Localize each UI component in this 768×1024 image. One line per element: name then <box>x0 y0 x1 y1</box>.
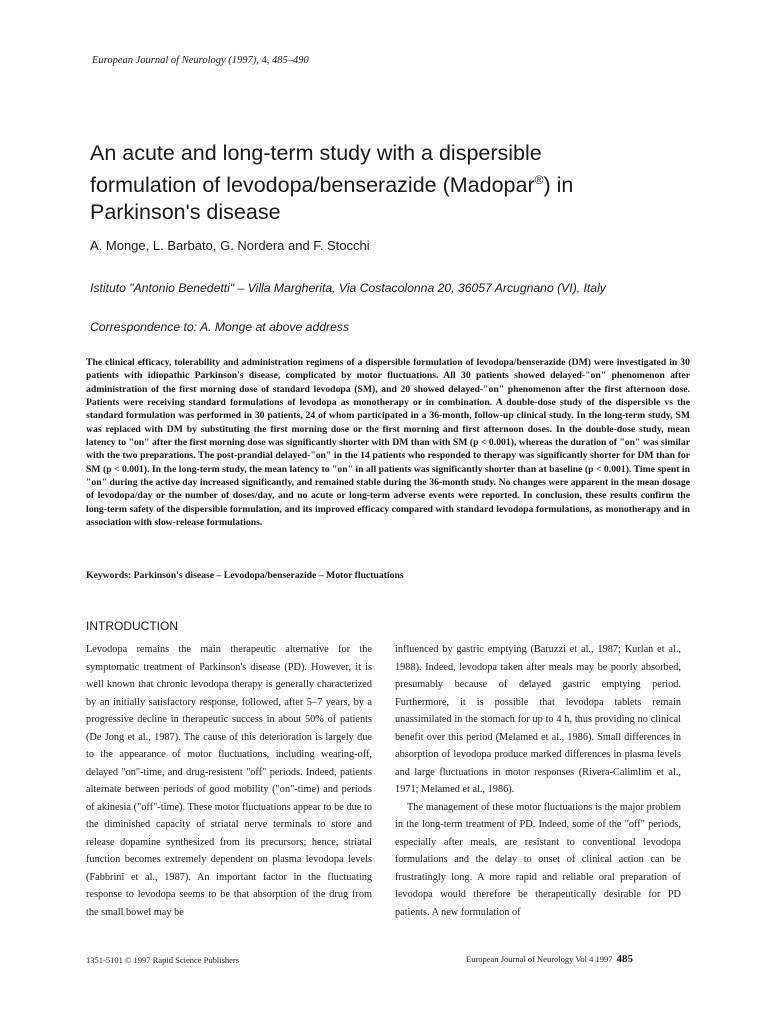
body-paragraph: influenced by gastric emptying (Baruzzi et al., 1987; Kurlan et al., 1988). Indeed, levodopa taken after meals may be poorly absorbed, presumably because of delayed gastric emptying period. Furthermore, it is possible that levodopa tablets remain unassimilated in the stomach for up to 4 h, thus providing no clinical benefit over this period (Melamed et al., 1986). Small differences in absorption of levodopa produce marked differences in plasma levels and large fluctuations in motor responses (Rivera-Calimlim et al., 1971; Melamed et al., 1986). <box>395 644 681 795</box>
page-number: 485 <box>616 953 634 965</box>
body-column-left <box>86 641 372 921</box>
title-main: An acute and long-term study with a dispersible formulation of levodopa/benserazide (Madopar <box>90 141 542 198</box>
abstract: The clinical efficacy, tolerability and administration regimens of a dispersible formulation of levodopa/benserazide (DM) were investigated in 30 patients with idiopathic Parkinson's disease, complicated by motor fluctuations. All 30 patients showed delayed-"on" phenomenon after administration of the first morning dose of standard levodopa (SM), and 20 showed delayed-"on" phenomenon after the first afternoon dose. Patients were receiving standard formulations of levodopa as monotherapy or in combination. A double-dose study of the dispersible vs the standard formulation was performed in 30 patients, 24 of whom participated in a 36-month, follow-up clinical study. In the long-term study, SM was replaced with DM by substituting the first morning dose or the first morning and first afternoon doses. In the double-dose study, mean latency to "on" after the first morning dose was significantly shorter with DM than with SM (p < 0.001), whereas the duration of "on" was similar with the two preparations. The post-prandial delayed-"on" in the 14 patients who responded to therapy was significantly shorter for DM than for SM (p < 0.001). In the long-term study, the mean latency to "on" in all patients was significantly shorter than at baseline (p < 0.001). Time spent in "on" during the active day increased significantly, and remained stable during the 36-month study. No changes were apparent in the mean dosage of levodopa/day or the number of doses/day, and no acute or long-term adverse events were reported. In conclusion, these results confirm the long-term safety of the dispersible formulation, and its improved efficacy compared with standard levodopa formulations, as monotherapy and in association with slow-release formulations. <box>86 357 690 529</box>
title-registered-mark: ® <box>534 173 544 187</box>
footer-journal-ref <box>466 953 633 965</box>
footer-journal-text: European Journal of Neurology Vol 4 1997 <box>466 954 613 964</box>
authors: A. Monge, L. Barbato, G. Nordera and F. Stocchi <box>90 238 370 253</box>
running-head-pages: 485–490 <box>269 55 309 66</box>
footer-issn: 1351-5101 © 1997 Rapid Science Publishers <box>86 955 240 965</box>
article-title <box>90 140 650 226</box>
running-head <box>92 55 309 66</box>
affiliation: Istituto "Antonio Benedetti" – Villa Margherita, Via Costacolonna 20, 36057 Arcugnano (VI), Italy <box>90 281 606 295</box>
section-heading-introduction: INTRODUCTION <box>86 619 178 633</box>
title-end: ) in Parkinson's disease <box>90 173 574 225</box>
body-paragraph: Levodopa remains the main therapeutic alternative for the symptomatic treatment of Parkinson's disease (PD). However, it is well known that chronic levodopa therapy is generally characterized by an initially satisfactory response, followed, after 5–7 years, by a progressive decline in therapeutic success in about 50% of patients (De Jong et al., 1987). The cause of this deterioration is largely due to the appearance of motor fluctuations, including wearing-off, delayed "on"-time, and drug-resistent "off" periods. Indeed, patients alternate between periods of good mobility ("on"-time) and periods of akinesia ("off"-time). These motor fluctuations appear to be due to the diminished capacity of striatal nerve terminals to store and release dopamine synthesized from its precursors; hence, striatal function becomes extremely dependent on plasma levodopa levels (Fabbrini et al., 1987). An important factor in the fluctuating response to levodopa seems to be that absorption of the drug from the small bowel may be <box>86 644 372 918</box>
body-column-right <box>395 641 681 921</box>
body-paragraph: The management of these motor fluctuations is the major problem in the long-term treatment of PD. Indeed, some of the "off" periods, especially after meals, are resistant to conventional levodopa formulations and the delay to onset of clinical action can be frustratingly long. A more rapid and reliable oral preparation of levodopa would therefore be therapeutically desirable for PD patients. A new formulation of <box>395 801 681 918</box>
running-head-volume: 4, <box>258 55 270 66</box>
correspondence: Correspondence to: A. Monge at above address <box>90 320 350 334</box>
keywords: Keywords: Parkinson's disease – Levodopa/benserazide – Motor fluctuations <box>86 570 404 581</box>
running-head-journal: European Journal of Neurology (1997), <box>92 55 259 66</box>
